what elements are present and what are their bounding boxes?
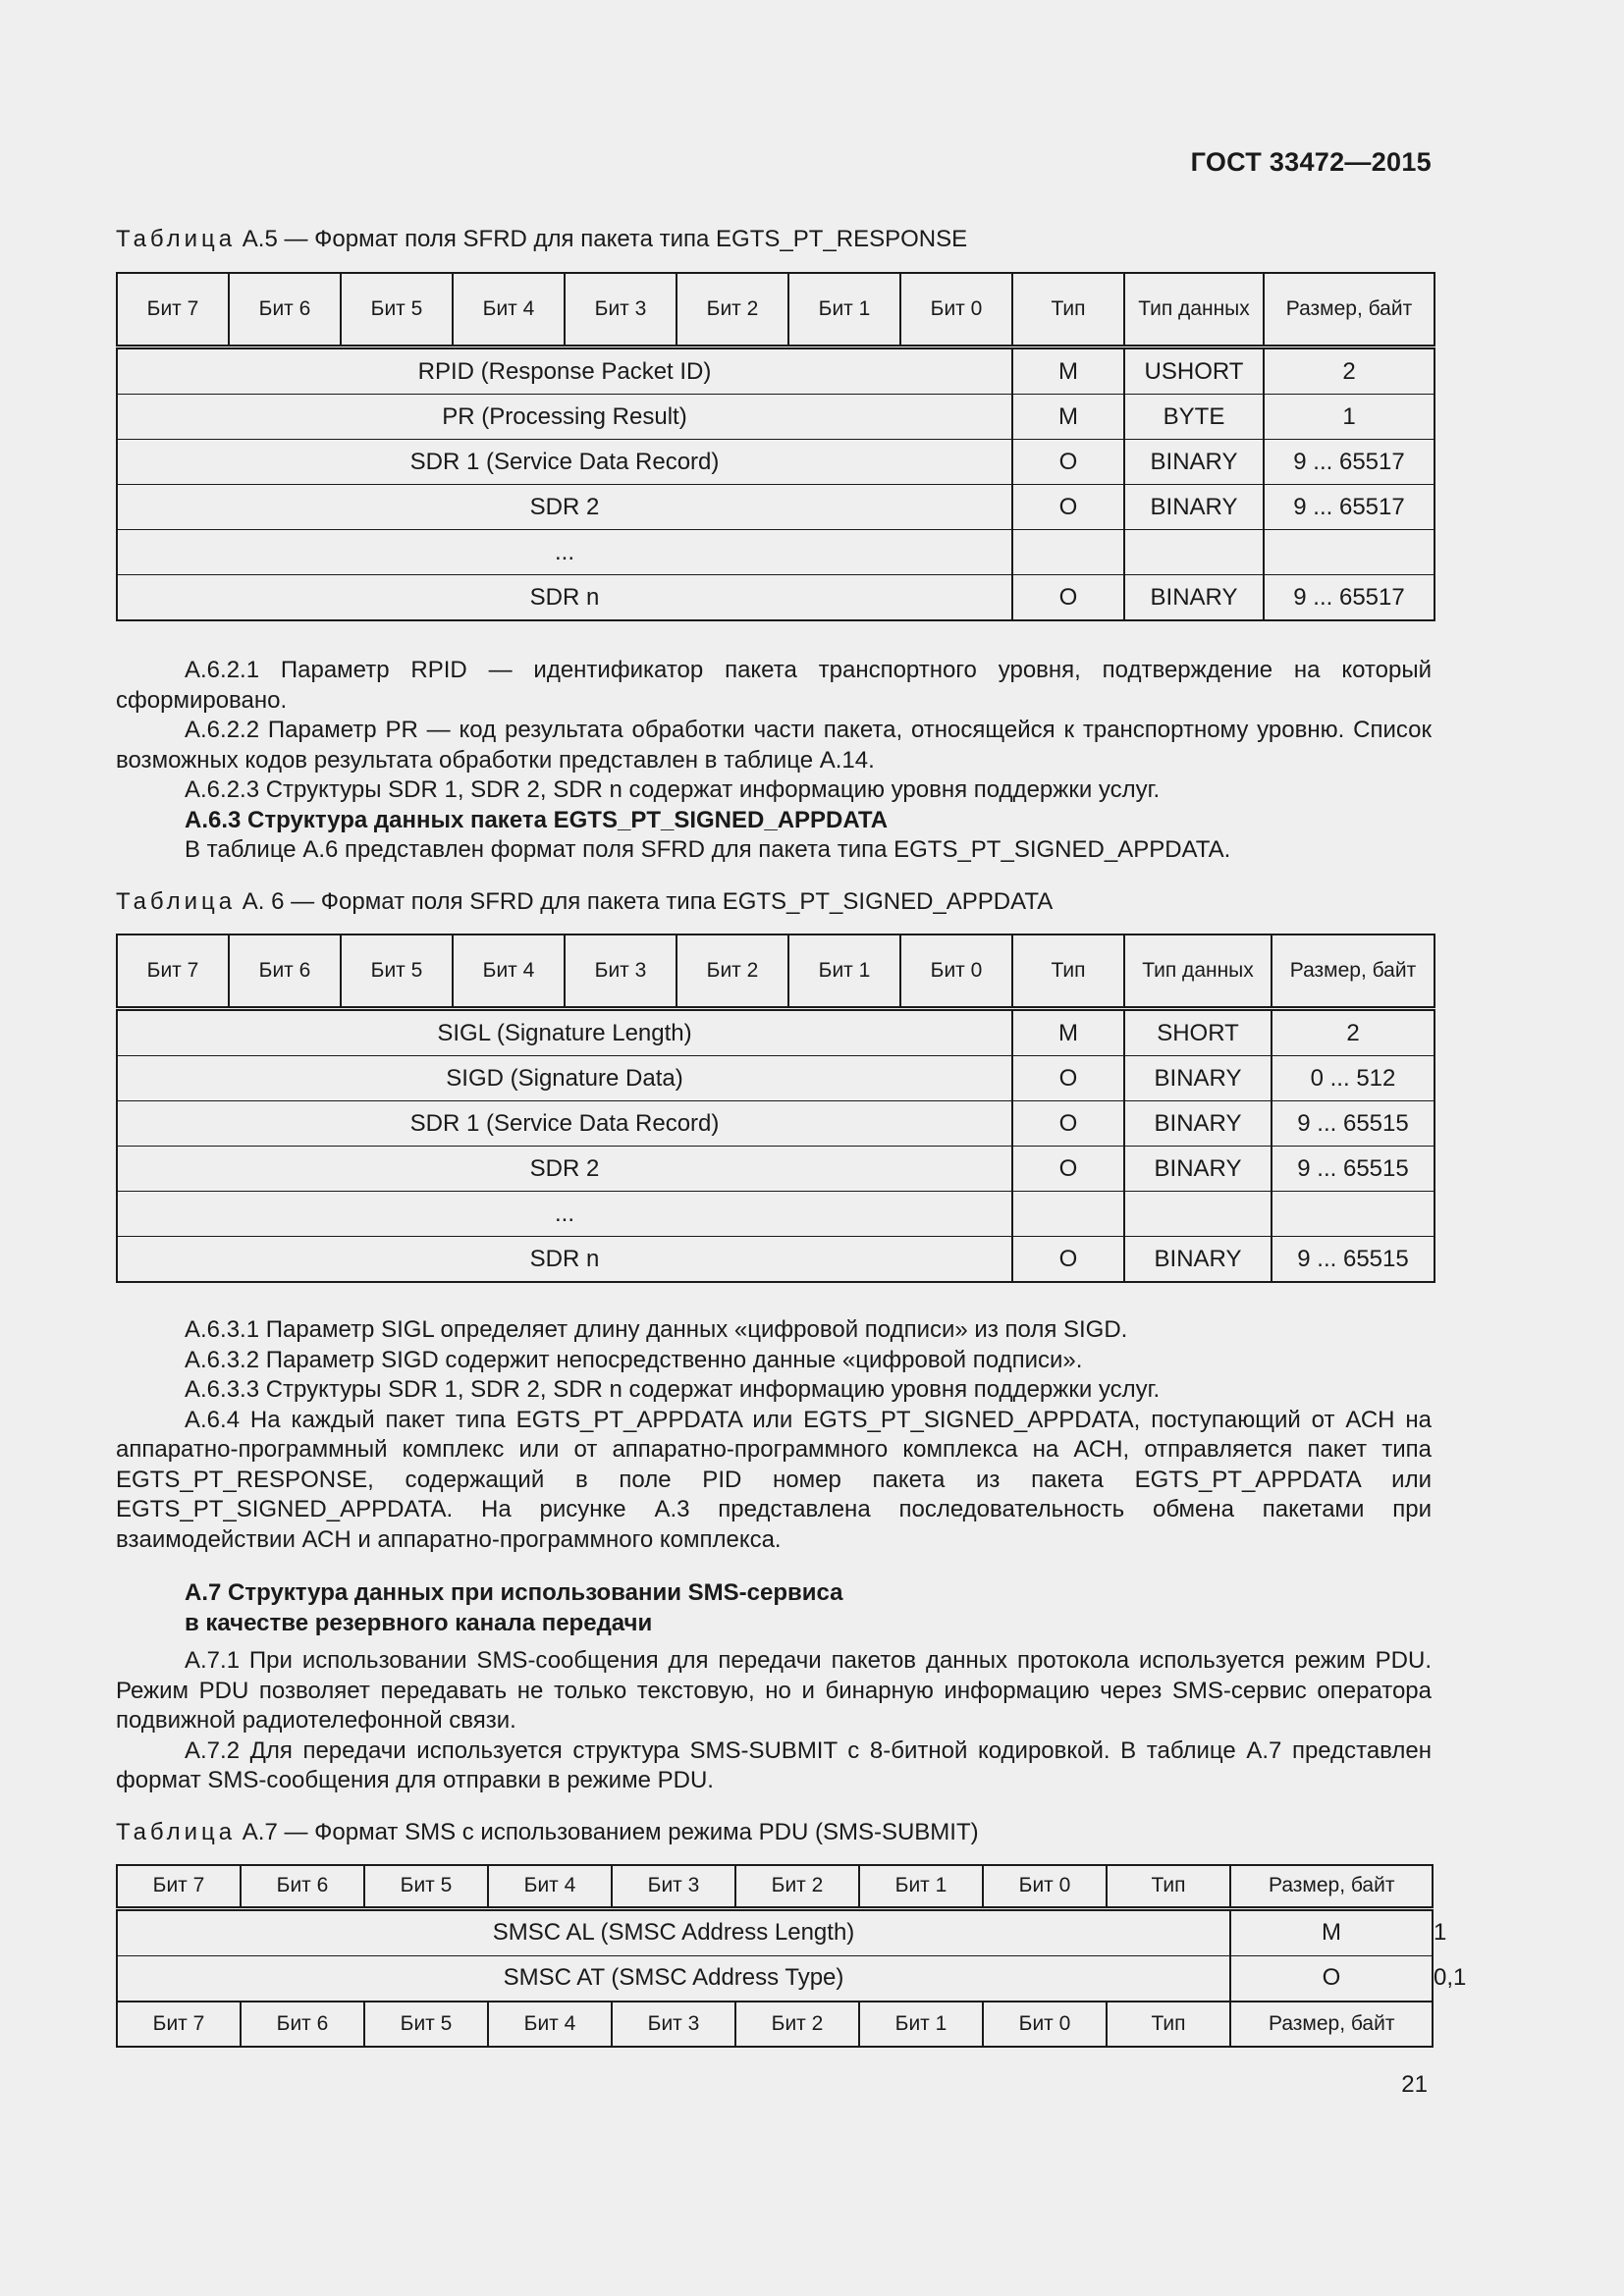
table-a7: [116, 1864, 1467, 2048]
table-header-row: [117, 273, 1435, 347]
field-size: 9 ... 65517: [1264, 575, 1435, 621]
field-type: O: [1230, 1955, 1433, 2002]
column-header: Тип данных: [1124, 934, 1272, 1009]
field-size: [1264, 530, 1435, 575]
field-size: 0 ... 512: [1272, 1056, 1435, 1101]
field-type: M: [1012, 395, 1124, 440]
field-data-type: BINARY: [1124, 575, 1264, 621]
table-header-row: [117, 934, 1435, 1009]
field-name: SDR 2: [117, 1147, 1012, 1192]
table-footer-header-row: [117, 2002, 1433, 2047]
column-header: Бит 3: [565, 273, 677, 347]
field-size: 1: [1264, 395, 1435, 440]
column-header: Бит 2: [735, 1865, 859, 1908]
field-type: O: [1012, 485, 1124, 530]
field-data-type: BINARY: [1124, 1056, 1272, 1101]
column-header: Тип: [1107, 1865, 1230, 1908]
field-size: 9 ... 65517: [1264, 485, 1435, 530]
column-header: Тип: [1012, 934, 1124, 1009]
column-header: Бит 1: [859, 2002, 983, 2047]
paragraph: А.6.4 На каждый пакет типа EGTS_PT_APPDATA или EGTS_PT_SIGNED_APPDATA, поступающий от АСН на аппаратно-программный комплекс или от аппаратно-программного комплекса на АСН, отправляется пакет типа EGTS_PT_RESPONSE, содержащий в поле PID номер пакета из пакета EGTS_PT_APPDATA или EGTS_PT_SIGNED_APPDATA. На рисунке А.3 представлена последовательность обмена пакетами при взаимодействии АСН и аппаратно-программного комплекса.: [116, 1406, 1432, 1553]
field-data-type: [1124, 1192, 1272, 1237]
section-a7-heading: [185, 1577, 843, 1638]
field-type: O: [1012, 1056, 1124, 1101]
table-a5-caption-label: Таблица: [116, 226, 237, 252]
paragraph: А.7.2 Для передачи используется структура SMS-SUBMIT с 8-битной кодировкой. В таблице А.7 представлен формат SMS-сообщения для отправки в режиме PDU.: [116, 1736, 1432, 1793]
field-size: 9 ... 65517: [1264, 440, 1435, 485]
field-type: M: [1012, 1009, 1124, 1056]
field-data-type: BINARY: [1124, 440, 1264, 485]
field-name: SIGD (Signature Data): [117, 1056, 1012, 1101]
paragraph: В таблице А.6 представлен формат поля SFRD для пакета типа EGTS_PT_SIGNED_APPDATA.: [185, 836, 1231, 863]
field-data-type: BINARY: [1124, 1237, 1272, 1283]
table-row: [117, 1192, 1435, 1237]
column-header: Бит 6: [241, 1865, 364, 1908]
section-heading: А.6.3 Структура данных пакета EGTS_PT_SIGNED_APPDATA: [185, 806, 889, 833]
field-type: O: [1012, 575, 1124, 621]
table-row: [117, 530, 1435, 575]
column-header: Бит 2: [677, 934, 788, 1009]
column-header: Размер, байт: [1230, 2002, 1433, 2047]
table-row: [117, 1056, 1435, 1101]
field-type: [1012, 1192, 1124, 1237]
column-header: Бит 4: [453, 934, 565, 1009]
column-header: Размер, байт: [1272, 934, 1435, 1009]
paragraph: А.6.2.2 Параметр PR — код результата обработки части пакета, относящейся к транспортному уровню. Список возможных кодов результата обработки представлен в таблице А.14.: [116, 717, 1432, 774]
column-header: Бит 2: [735, 2002, 859, 2047]
column-header: Бит 6: [241, 2002, 364, 2047]
column-header: Бит 1: [788, 273, 900, 347]
field-name: SDR n: [117, 1237, 1012, 1283]
field-type: M: [1230, 1908, 1433, 1955]
table-row: [117, 440, 1435, 485]
field-data-type: SHORT: [1124, 1009, 1272, 1056]
column-header: Бит 3: [565, 934, 677, 1009]
table-a6-caption-label: Таблица: [116, 888, 237, 915]
table-row: SMSC AL (SMSC Address Length) M 1: [117, 1908, 1433, 1955]
table-a5-caption-text: А.5 — Формат поля SFRD для пакета типа EGTS_PT_RESPONSE: [242, 226, 968, 252]
field-name: ...: [117, 530, 1012, 575]
paragraph: А.6.3.2 Параметр SIGD содержит непосредственно данные «цифровой подписи».: [185, 1346, 1083, 1373]
table-row: [117, 1147, 1435, 1192]
column-header: Бит 4: [488, 1865, 612, 1908]
column-header: Бит 7: [117, 1865, 241, 1908]
table-a7-caption: [116, 1819, 979, 1846]
column-header: Бит 7: [117, 273, 229, 347]
heading-line: в качестве резервного канала передачи: [185, 1610, 653, 1636]
table-a5-caption: [116, 226, 967, 253]
paragraph: А.7.1 При использовании SMS-сообщения для передачи пакетов данных протокола используется режим PDU. Режим PDU позволяет передавать не только текстовую, но и бинарную информацию через SMS-сервис оператора подвижной радиотелефонной связи.: [116, 1647, 1432, 1734]
column-header: Тип: [1012, 273, 1124, 347]
field-type: O: [1012, 1147, 1124, 1192]
field-data-type: BINARY: [1124, 1101, 1272, 1147]
column-header: Бит 3: [612, 1865, 735, 1908]
section-a7-text: [116, 1646, 1432, 1796]
field-type: O: [1012, 440, 1124, 485]
field-type: O: [1012, 1101, 1124, 1147]
field-size: 2: [1264, 347, 1435, 395]
table-row: [117, 1101, 1435, 1147]
heading-line: А.7 Структура данных при использовании SMS-сервиса: [185, 1579, 843, 1606]
column-header: Бит 1: [788, 934, 900, 1009]
column-header: Бит 0: [983, 2002, 1107, 2047]
field-size: 9 ... 65515: [1272, 1147, 1435, 1192]
column-header: Бит 7: [117, 2002, 241, 2047]
section-a63-text: [116, 1315, 1432, 1555]
table-a6: [116, 934, 1435, 1283]
field-name: SMSC AL (SMSC Address Length): [117, 1908, 1230, 1955]
table-a6-caption-text: А. 6 — Формат поля SFRD для пакета типа EGTS_PT_SIGNED_APPDATA: [242, 888, 1054, 915]
table-header-row: [117, 1865, 1433, 1908]
column-header: Бит 5: [364, 1865, 488, 1908]
field-name: SDR 1 (Service Data Record): [117, 440, 1012, 485]
column-header: Бит 0: [900, 934, 1012, 1009]
paragraph: А.6.2.3 Структуры SDR 1, SDR 2, SDR n содержат информацию уровня поддержки услуг.: [185, 776, 1161, 803]
standard-header: ГОСТ 33472—2015: [1190, 147, 1432, 177]
column-header: Бит 0: [983, 1865, 1107, 1908]
table-row: [117, 347, 1435, 395]
column-header: Бит 4: [488, 2002, 612, 2047]
column-header: Бит 5: [364, 2002, 488, 2047]
column-header: Бит 3: [612, 2002, 735, 2047]
field-type: O: [1012, 1237, 1124, 1283]
column-header: Бит 5: [341, 934, 453, 1009]
table-row: SMSC AT (SMSC Address Type) O 0,1: [117, 1955, 1433, 2002]
column-header: Бит 0: [900, 273, 1012, 347]
column-header: Бит 7: [117, 934, 229, 1009]
field-name: SIGL (Signature Length): [117, 1009, 1012, 1056]
table-a5: [116, 272, 1435, 621]
page-number: 21: [1401, 2071, 1428, 2098]
table-row: [117, 395, 1435, 440]
table-a6-caption: [116, 888, 1053, 916]
column-header: Бит 4: [453, 273, 565, 347]
field-size: 2: [1272, 1009, 1435, 1056]
column-header: Бит 5: [341, 273, 453, 347]
table-row: [117, 1237, 1435, 1283]
field-type: [1012, 530, 1124, 575]
field-name: PR (Processing Result): [117, 395, 1012, 440]
column-header: Тип данных: [1124, 273, 1264, 347]
column-header: Бит 2: [677, 273, 788, 347]
table-row: [117, 485, 1435, 530]
column-header: Бит 1: [859, 1865, 983, 1908]
field-data-type: BINARY: [1124, 485, 1264, 530]
field-name: SDR n: [117, 575, 1012, 621]
field-name: SMSC AT (SMSC Address Type): [117, 1955, 1230, 2002]
paragraph: А.6.2.1 Параметр RPID — идентификатор пакета транспортного уровня, подтверждение на который сформировано.: [116, 657, 1432, 714]
column-header: Тип: [1107, 2002, 1230, 2047]
field-name: SDR 1 (Service Data Record): [117, 1101, 1012, 1147]
table-row: [117, 1009, 1435, 1056]
field-name: RPID (Response Packet ID): [117, 347, 1012, 395]
paragraph: А.6.3.3 Структуры SDR 1, SDR 2, SDR n содержат информацию уровня поддержки услуг.: [185, 1376, 1161, 1403]
column-header: Размер, байт: [1230, 1865, 1433, 1908]
column-header: Бит 6: [229, 273, 341, 347]
column-header: Бит 6: [229, 934, 341, 1009]
field-size: 9 ... 65515: [1272, 1237, 1435, 1283]
field-name: ...: [117, 1192, 1012, 1237]
table-row: [117, 575, 1435, 621]
section-a62-text: [116, 656, 1432, 866]
field-type: M: [1012, 347, 1124, 395]
field-name: SDR 2: [117, 485, 1012, 530]
field-data-type: BINARY: [1124, 1147, 1272, 1192]
field-data-type: USHORT: [1124, 347, 1264, 395]
paragraph: А.6.3.1 Параметр SIGL определяет длину данных «цифровой подписи» из поля SIGD.: [185, 1316, 1128, 1343]
field-data-type: [1124, 530, 1264, 575]
table-a7-caption-text: А.7 — Формат SMS с использованием режима PDU (SMS-SUBMIT): [242, 1819, 979, 1845]
field-size: [1272, 1192, 1435, 1237]
table-a7-caption-label: Таблица: [116, 1819, 237, 1845]
field-size: 9 ... 65515: [1272, 1101, 1435, 1147]
field-data-type: BYTE: [1124, 395, 1264, 440]
column-header: Размер, байт: [1264, 273, 1435, 347]
